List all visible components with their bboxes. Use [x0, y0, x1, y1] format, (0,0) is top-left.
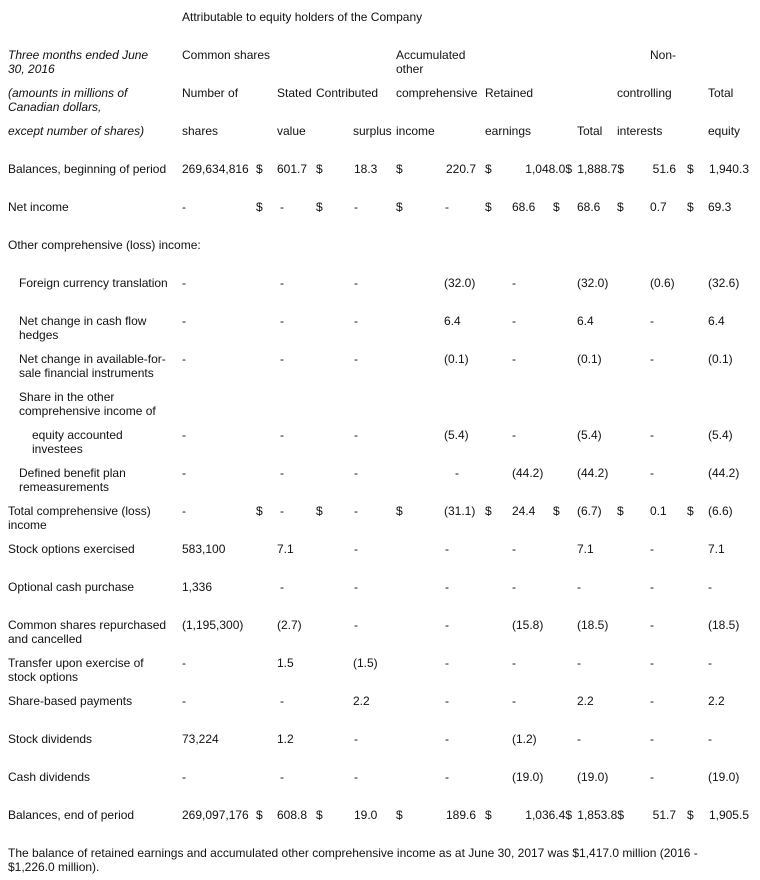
row-label: Cash dividends — [8, 770, 91, 784]
cell: 1,336 — [182, 580, 213, 594]
cell: $ — [687, 162, 694, 176]
cell: (18.5) — [708, 618, 740, 632]
cell: 68.6 — [577, 200, 601, 214]
header-income: income — [396, 124, 435, 138]
cell: - — [650, 770, 654, 784]
cell: - — [280, 428, 284, 442]
cell: $ — [617, 504, 624, 518]
cell: - — [354, 580, 358, 594]
cell: $ — [316, 504, 323, 518]
cell: 68.6 — [512, 200, 536, 214]
header-number-of: Number of — [182, 86, 239, 100]
cell: 608.8 — [277, 808, 308, 822]
header-stated: Stated — [277, 86, 312, 100]
cell: (31.1) — [444, 504, 476, 518]
cell: - — [650, 542, 654, 556]
cell: $ — [485, 200, 492, 214]
cell: $ — [256, 162, 263, 176]
row-label: Share-based payments — [8, 694, 133, 708]
cell: 7.1 — [277, 542, 294, 556]
cell: - — [280, 466, 284, 480]
cell: $ — [617, 200, 624, 214]
header-controlling: controlling — [617, 86, 672, 100]
header-total: Total — [708, 86, 734, 100]
section-heading: Other comprehensive (loss) income: — [8, 238, 201, 252]
row-label: Common shares repurchased and cancelled — [8, 618, 167, 646]
cell: $ — [687, 808, 694, 822]
header-common-shares: Common shares — [182, 48, 271, 62]
cell: - — [354, 770, 358, 784]
cell: 269,634,816 — [182, 162, 249, 176]
cell: - — [354, 352, 358, 366]
cell: - — [512, 656, 516, 670]
cell: - — [445, 694, 449, 708]
cell: - — [280, 200, 284, 214]
cell: (19.0) — [708, 770, 740, 784]
cell: 19.0 — [354, 808, 378, 822]
cell: 601.7 — [277, 162, 308, 176]
row-label: Net change in available-for-sale financial instruments — [19, 352, 166, 380]
cell: (32.6) — [708, 276, 740, 290]
row-label: Total comprehensive (loss) income — [8, 504, 151, 532]
cell: 1.5 — [277, 656, 294, 670]
header-period: Three months ended June 30, 2016 — [8, 48, 149, 76]
cell: - — [445, 580, 449, 594]
cell: (1,195,300) — [182, 618, 244, 632]
header-accumulated: Accumulated — [396, 48, 466, 62]
cell: - — [182, 276, 186, 290]
header-retained: Retained — [485, 86, 534, 100]
cell: $ — [396, 808, 403, 822]
cell: 2.2 — [577, 694, 594, 708]
row-label: Defined benefit plan remeasurements — [19, 466, 126, 494]
cell: $ — [256, 504, 263, 518]
cell: 1,036.4$ — [525, 808, 572, 822]
header-interests: interests — [617, 124, 663, 138]
cell: $ — [485, 162, 492, 176]
cell: - — [354, 276, 358, 290]
cell: 1,888.7$ — [577, 162, 624, 176]
cell: - — [445, 200, 449, 214]
cell: 2.2 — [708, 694, 725, 708]
cell: (19.0) — [577, 770, 609, 784]
cell: - — [280, 770, 284, 784]
cell: - — [354, 314, 358, 328]
cell: $ — [316, 808, 323, 822]
cell: (2.7) — [277, 618, 302, 632]
cell: - — [280, 314, 284, 328]
cell: - — [182, 656, 186, 670]
cell: (15.8) — [512, 618, 544, 632]
cell: - — [182, 504, 186, 518]
cell: - — [650, 466, 654, 480]
header-units-2: except number of shares) — [8, 124, 145, 138]
cell: - — [354, 466, 358, 480]
cell: - — [512, 276, 516, 290]
cell: (1.5) — [353, 656, 378, 670]
cell: - — [708, 732, 712, 746]
cell: $ — [396, 504, 403, 518]
header-comprehensive: comprehensive — [396, 86, 478, 100]
cell: - — [182, 352, 186, 366]
cell: (19.0) — [512, 770, 544, 784]
row-label: Optional cash purchase — [8, 580, 135, 594]
header-non: Non- — [650, 48, 677, 62]
cell: 1,853.8$ — [577, 808, 624, 822]
cell: - — [280, 580, 284, 594]
cell: $ — [553, 504, 560, 518]
cell: - — [650, 580, 654, 594]
cell: 1,048.0$ — [525, 162, 572, 176]
header-attributable: Attributable to equity holders of the Company — [182, 10, 423, 24]
cell: - — [445, 618, 449, 632]
cell: - — [455, 466, 459, 480]
header-total-2: Total — [577, 124, 603, 138]
cell: $ — [256, 808, 263, 822]
row-label: Share in the other comprehensive income of — [19, 390, 156, 418]
cell: (44.2) — [708, 466, 740, 480]
cell: - — [280, 694, 284, 708]
cell: $ — [687, 200, 694, 214]
cell: - — [650, 314, 654, 328]
cell: 73,224 — [182, 732, 219, 746]
cell: - — [354, 732, 358, 746]
cell: - — [512, 694, 516, 708]
cell: (5.4) — [577, 428, 602, 442]
cell: 189.6 — [445, 808, 476, 822]
cell: 51.6 — [652, 162, 676, 176]
cell: (0.1) — [444, 352, 469, 366]
row-label: Net change in cash flow hedges — [19, 314, 147, 342]
cell: - — [445, 732, 449, 746]
cell: - — [280, 276, 284, 290]
cell: (6.7) — [577, 504, 602, 518]
cell: (0.1) — [708, 352, 733, 366]
cell: - — [280, 504, 284, 518]
cell: - — [650, 732, 654, 746]
cell: - — [354, 200, 358, 214]
cell: - — [354, 504, 358, 518]
cell: (0.1) — [577, 352, 602, 366]
cell: - — [445, 656, 449, 670]
cell: - — [182, 314, 186, 328]
cell: $ — [553, 200, 560, 214]
footnote: The balance of retained earnings and accumulated other comprehensive income as at June 30, 2017 was $1,417.0 million (2016 - $1,226.0 million). — [8, 846, 698, 874]
cell: (44.2) — [512, 466, 544, 480]
cell: 1,905.5 — [708, 808, 749, 822]
cell: (1.2) — [512, 732, 537, 746]
cell: - — [577, 580, 581, 594]
cell: $ — [396, 162, 403, 176]
cell: - — [650, 618, 654, 632]
cell: - — [708, 580, 712, 594]
cell: 24.4 — [512, 504, 536, 518]
row-label: Transfer upon exercise of stock options — [8, 656, 144, 684]
cell: - — [182, 428, 186, 442]
cell: 269,097,176 — [182, 808, 249, 822]
row-label: Stock options exercised — [8, 542, 135, 556]
header-contributed: Contributed — [316, 86, 379, 100]
cell: 220.7 — [445, 162, 476, 176]
cell: 1,940.3 — [708, 162, 749, 176]
cell: - — [354, 428, 358, 442]
cell: - — [512, 542, 516, 556]
cell: (6.6) — [708, 504, 733, 518]
cell: (5.4) — [444, 428, 469, 442]
cell: - — [650, 694, 654, 708]
cell: 6.4 — [577, 314, 594, 328]
cell: - — [650, 428, 654, 442]
cell: - — [182, 694, 186, 708]
cell: 7.1 — [708, 542, 725, 556]
cell: $ — [485, 808, 492, 822]
cell: 2.2 — [353, 694, 370, 708]
cell: - — [354, 542, 358, 556]
row-label: equity accounted investees — [32, 428, 123, 456]
cell: $ — [316, 162, 323, 176]
cell: 7.1 — [577, 542, 594, 556]
cell: - — [354, 618, 358, 632]
cell: (0.6) — [650, 276, 675, 290]
cell: 6.4 — [708, 314, 725, 328]
cell: - — [577, 732, 581, 746]
header-value: value — [277, 124, 306, 138]
cell: 69.3 — [708, 200, 732, 214]
cell: 18.3 — [354, 162, 378, 176]
cell: (5.4) — [708, 428, 733, 442]
header-other: other — [396, 62, 424, 76]
cell: - — [512, 428, 516, 442]
cell: - — [445, 542, 449, 556]
cell: $ — [485, 504, 492, 518]
cell: - — [280, 352, 284, 366]
cell: (32.0) — [577, 276, 609, 290]
row-label: Foreign currency translation — [19, 276, 168, 290]
header-shares: shares — [182, 124, 219, 138]
cell: - — [445, 770, 449, 784]
cell: $ — [687, 504, 694, 518]
row-label: Balances, beginning of period — [8, 162, 167, 176]
cell: 0.1 — [650, 504, 667, 518]
header-units: (amounts in millions of Canadian dollars, — [8, 86, 128, 114]
cell: - — [182, 466, 186, 480]
cell: 51.7 — [652, 808, 676, 822]
cell: 0.7 — [650, 200, 667, 214]
cell: - — [182, 200, 186, 214]
row-label: Net income — [8, 200, 69, 214]
header-equity: equity — [708, 124, 741, 138]
cell: (32.0) — [444, 276, 476, 290]
cell: - — [650, 656, 654, 670]
cell: (44.2) — [577, 466, 609, 480]
cell: - — [512, 580, 516, 594]
cell: 583,100 — [182, 542, 226, 556]
cell: (18.5) — [577, 618, 609, 632]
cell: - — [512, 314, 516, 328]
cell: 6.4 — [444, 314, 461, 328]
cell: $ — [316, 200, 323, 214]
header-surplus: surplus — [353, 124, 392, 138]
cell: 1.2 — [277, 732, 294, 746]
header-earnings: earnings — [485, 124, 532, 138]
cell: - — [577, 656, 581, 670]
cell: - — [650, 352, 654, 366]
row-label: Stock dividends — [8, 732, 93, 746]
cell: - — [182, 770, 186, 784]
cell: $ — [396, 200, 403, 214]
row-label: Balances, end of period — [8, 808, 135, 822]
cell: - — [708, 656, 712, 670]
cell: - — [512, 352, 516, 366]
cell: $ — [256, 200, 263, 214]
